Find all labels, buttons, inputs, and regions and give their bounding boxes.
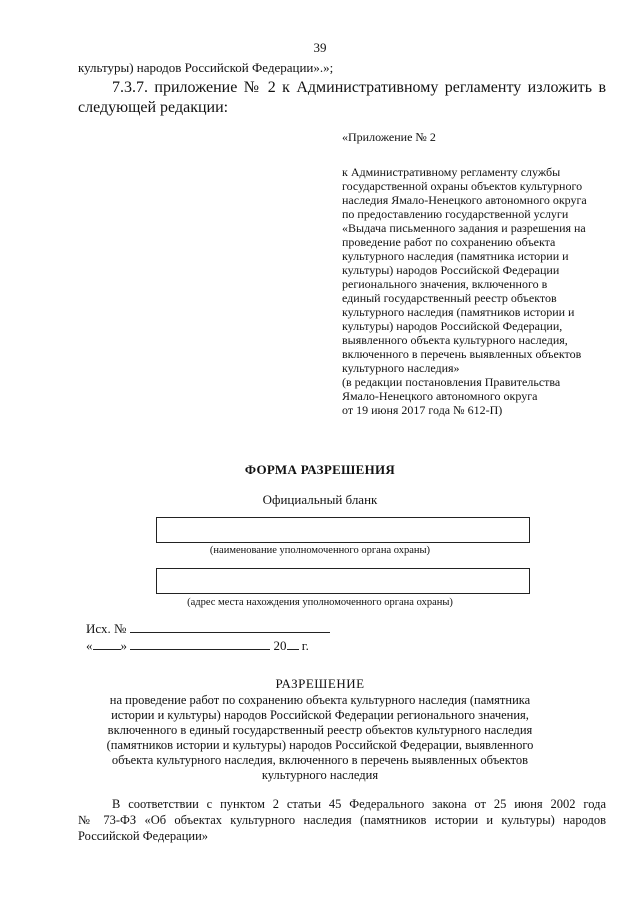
outgoing-number-line	[86, 620, 330, 637]
appendix-line: культуры) народов Российской Федерации	[342, 263, 560, 277]
permit-title: РАЗРЕШЕНИЕ	[275, 676, 365, 691]
permit-line: (памятников истории и культуры) народов Российской Федерации, выявленного	[106, 738, 534, 752]
appendix-line: культурного наследия (памятников истории и	[342, 305, 575, 319]
year-prefix: 20	[273, 638, 287, 653]
appendix-line: выявленного объекта культурного наследия,	[342, 333, 568, 347]
month-blank[interactable]	[130, 637, 270, 650]
amendment-paragraph	[78, 78, 606, 118]
permit-line: объекта культурного наследия, включенного в перечень выявленных объектов	[111, 753, 529, 767]
page-number: 39	[313, 40, 327, 55]
appendix-line: проведение работ по сохранению объекта	[342, 235, 556, 249]
date-quote-open: «	[86, 638, 93, 653]
appendix-line: наследия Ямало-Ненецкого автономного округа	[342, 193, 587, 207]
appendix-header-block	[342, 130, 587, 417]
appendix-line: регионального значения, включенного в	[342, 277, 548, 291]
year-blank[interactable]	[287, 637, 299, 650]
appendix-line: культурного наследия (памятника истории и	[342, 249, 569, 263]
appendix-line: (в редакции постановления Правительства	[342, 375, 561, 389]
permit-description	[90, 693, 550, 783]
outgoing-number-label: Исх. №	[86, 621, 127, 636]
appendix-line: «Выдача письменного задания и разрешения на	[342, 221, 586, 235]
official-blank-label: Официальный бланк	[262, 492, 378, 507]
appendix-line: к Административному регламенту службы	[342, 165, 561, 179]
appendix-line: единый государственный реестр объектов	[342, 291, 557, 305]
legal-basis-line: № 73-ФЗ «Об объектах культурного наследия (памятников истории и культуры) народов	[78, 813, 606, 827]
form-title: ФОРМА РАЗРЕШЕНИЯ	[244, 462, 396, 477]
appendix-line: государственной охраны объектов культурного	[342, 179, 583, 193]
appendix-line: по предоставлению государственной услуги	[342, 207, 569, 221]
legal-basis-paragraph	[78, 796, 606, 844]
amendment-line: 7.3.7. приложение № 2 к Административному регламенту изложить в	[112, 79, 606, 96]
permit-line: на проведение работ по сохранению объекта культурного наследия (памятника	[109, 693, 531, 707]
authority-address-field[interactable]	[156, 568, 530, 594]
authority-name-field[interactable]	[156, 517, 530, 543]
authority-address-caption: (адрес места нахождения уполномоченного органа охраны)	[187, 597, 453, 608]
appendix-line: от 19 июня 2017 года № 612-П)	[342, 403, 503, 417]
legal-basis-line: В соответствии с пунктом 2 статьи 45 Федерального закона от 25 июня 2002 года	[112, 797, 606, 811]
appendix-line: включенного в перечень выявленных объектов	[342, 347, 582, 361]
authority-name-caption: (наименование уполномоченного органа охраны)	[209, 545, 431, 556]
date-line	[86, 637, 309, 654]
year-suffix: г.	[301, 638, 309, 653]
outgoing-number-blank[interactable]	[130, 620, 330, 633]
permit-line: культурного наследия	[261, 768, 379, 782]
date-quote-close: »	[120, 638, 127, 653]
appendix-title: «Приложение № 2	[342, 130, 436, 144]
legal-basis-line: Российской Федерации»	[78, 829, 209, 843]
day-blank[interactable]	[93, 637, 121, 650]
continuation-line: культуры) народов Российской Федерации».»;	[78, 60, 334, 75]
permit-line: истории и культуры) народов Российской Федерации регионального значения,	[111, 708, 529, 722]
amendment-line: следующей редакции:	[78, 99, 229, 116]
appendix-line: культуры) народов Российской Федерации,	[342, 319, 563, 333]
appendix-line: культурного наследия»	[342, 361, 460, 375]
appendix-line: Ямало-Ненецкого автономного округа	[342, 389, 538, 403]
permit-line: включенного в единый государственный реестр объектов культурного наследия	[107, 723, 533, 737]
